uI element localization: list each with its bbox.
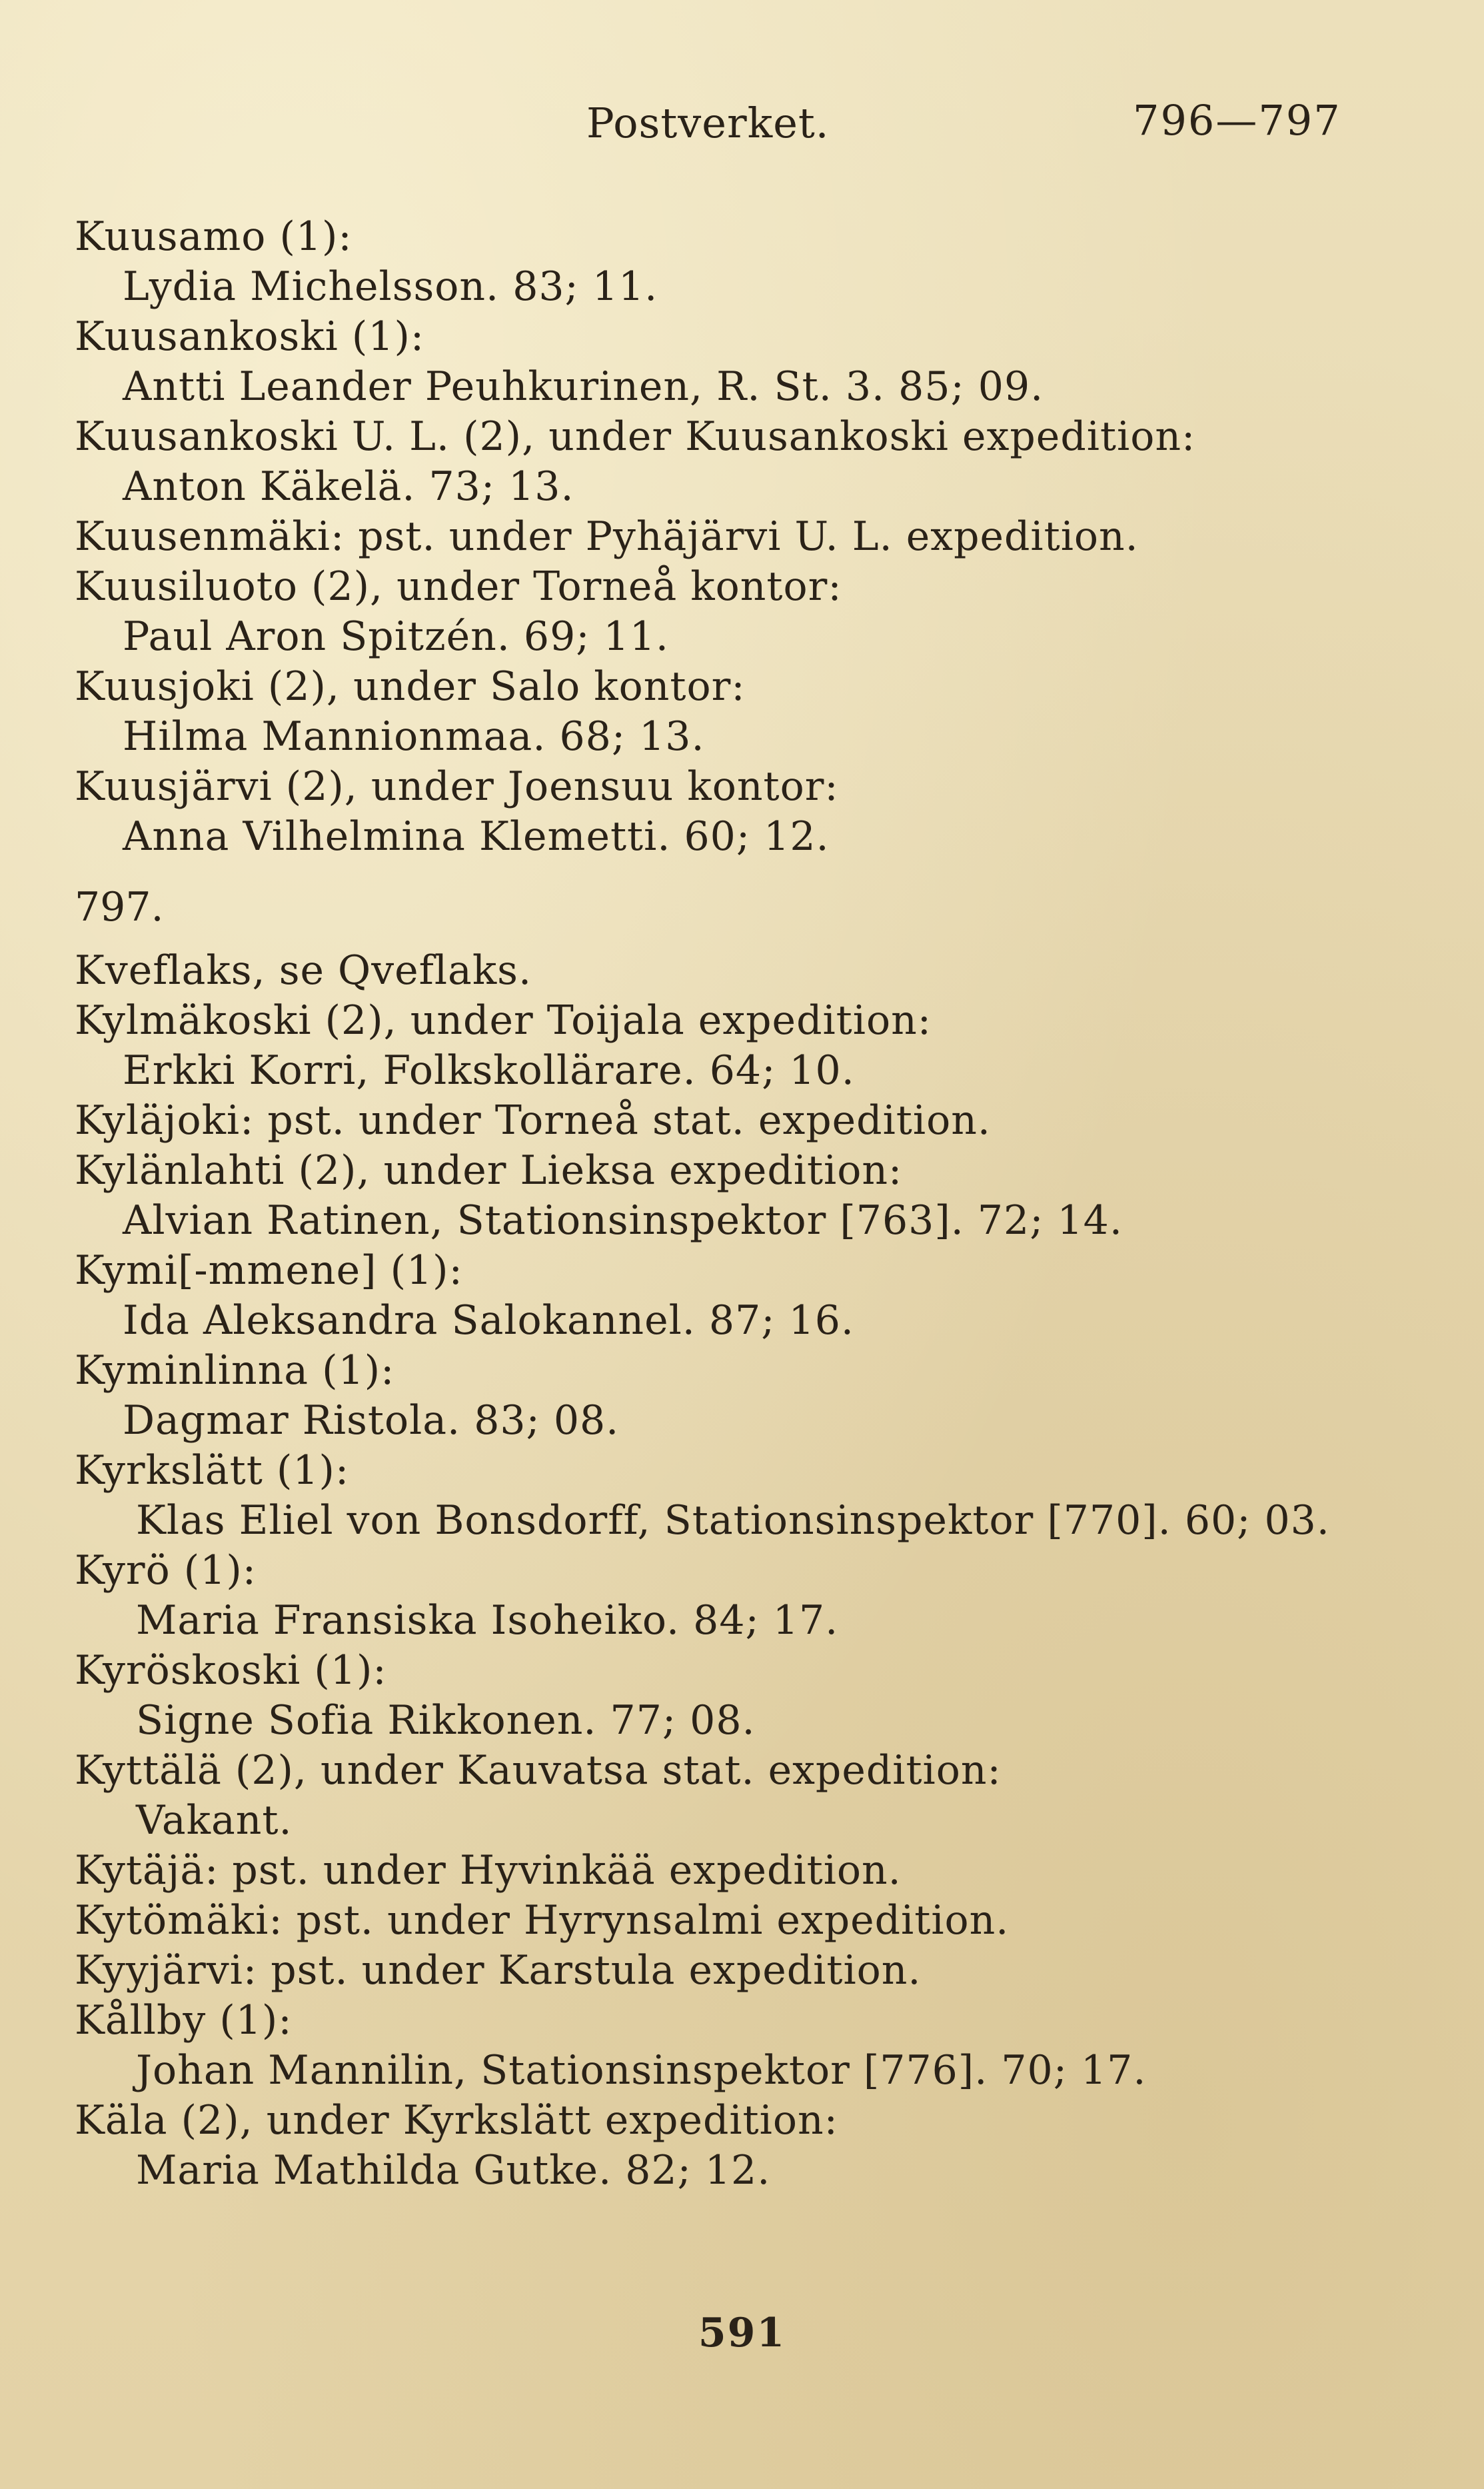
entry-heading: Kuusankoski U. L. (2), under Kuusankoski expedition: [75,413,1196,460]
entry-heading: Kylmäkoski (2), under Toijala expedition: [75,997,932,1044]
entry-heading: Kymi[-mmene] (1): [75,1247,463,1294]
running-head [0,96,1484,159]
entry-detail: Maria Fransiska Isoheiko. 84; 17. [136,1597,839,1644]
section-marker: 797. [75,884,164,931]
entry-heading: Kållby (1): [75,1997,293,2044]
entry-detail: Dagmar Ristola. 83; 08. [123,1397,620,1444]
entry-heading: Kyrö (1): [75,1547,257,1594]
entry-heading: Kyläjoki: pst. under Torneå stat. expedition. [75,1097,991,1144]
entry-heading: Kylänlahti (2), under Lieksa expedition: [75,1147,903,1194]
entry-heading: Kuusjärvi (2), under Joensuu kontor: [75,763,839,810]
entry-heading: Kuusankoski (1): [75,313,425,360]
entry-detail: Alvian Ratinen, Stationsinspektor [763]. 72; 14. [123,1197,1123,1244]
entry-detail: Ida Aleksandra Salokannel. 87; 16. [123,1297,854,1344]
section-range: 796—797 [1133,96,1341,145]
entry-detail: Johan Mannilin, Stationsinspektor [776]. 70; 17. [136,2047,1147,2094]
running-title: Postverket. [586,99,830,147]
entry-detail: Lydia Michelsson. 83; 11. [123,263,658,310]
page-number: 591 [698,2310,786,2356]
entry-detail: Maria Mathilda Gutke. 82; 12. [136,2147,771,2194]
entry-detail: Erkki Korri, Folkskollärare. 64; 10. [123,1047,855,1094]
entry-detail: Klas Eliel von Bonsdorff, Stationsinspektor [770]. 60; 03. [136,1497,1330,1544]
entry-heading: Kytäjä: pst. under Hyvinkää expedition. [75,1847,902,1894]
entry-detail: Signe Sofia Rikkonen. 77; 08. [136,1697,756,1744]
entry-detail: Antti Leander Peuhkurinen, R. St. 3. 85; 09. [123,363,1044,410]
entry-detail: Anton Käkelä. 73; 13. [123,463,574,510]
entry-heading: Kveflaks, se Qveflaks. [75,947,532,994]
entry-heading: Kuusenmäki: pst. under Pyhäjärvi U. L. expedition. [75,513,1139,560]
entry-heading: Kytömäki: pst. under Hyrynsalmi expedition. [75,1897,1010,1944]
entry-heading: Käla (2), under Kyrkslätt expedition: [75,2097,838,2144]
entry-heading: Kyminlinna (1): [75,1347,395,1394]
entry-heading: Kuusjoki (2), under Salo kontor: [75,663,746,710]
entry-heading: Kuusiluoto (2), under Torneå kontor: [75,563,842,610]
entry-detail: Hilma Mannionmaa. 68; 13. [123,713,705,760]
entry-detail: Anna Vilhelmina Klemetti. 60; 12. [123,813,830,860]
entry-heading: Kyröskoski (1): [75,1647,387,1694]
entry-detail: Paul Aron Spitzén. 69; 11. [123,613,669,660]
entry-list [0,212,1484,2196]
entry-heading: Kyrkslätt (1): [75,1447,350,1494]
entry-heading: Kyyjärvi: pst. under Karstula expedition. [75,1947,922,1994]
entry-heading: Kuusamo (1): [75,213,353,260]
entry-heading: Kyttälä (2), under Kauvatsa stat. expedition: [75,1747,1002,1794]
entry-detail: Vakant. [136,1797,293,1844]
